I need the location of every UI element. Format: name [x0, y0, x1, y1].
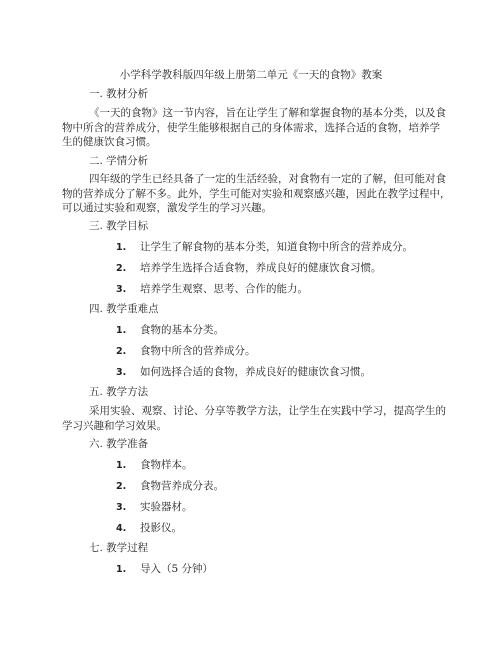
- section-heading-teaching-material-analysis: 一. 教材分析: [89, 88, 149, 100]
- list-item: [116, 261, 382, 276]
- list-item-text: 实验器材。: [140, 501, 193, 513]
- list-item-number: 1.: [116, 242, 127, 253]
- list-item: [116, 282, 308, 297]
- list-item-number: 3.: [116, 502, 127, 513]
- paragraph-line: 学习兴趣和学习效果。: [62, 419, 167, 432]
- list-item-number: 2.: [116, 263, 127, 274]
- paragraph-line: 物的营养成分了解不多。此外，学生可能对实验和观察感兴趣，因此在教学过程中，: [62, 187, 451, 200]
- list-item: [116, 458, 193, 473]
- list-item: [116, 344, 256, 359]
- list-item: [116, 323, 224, 338]
- paragraph-line: 四年级的学生已经具备了一定的生活经验，对食物有一定的了解，但可能对食: [89, 173, 446, 185]
- list-item-number: 2.: [116, 481, 127, 492]
- paragraph-line: 《一天的食物》这一节内容，旨在让学生了解和掌握食物的基本分类，以及食: [89, 107, 446, 119]
- list-item-text: 导入（5 分钟）: [140, 563, 214, 575]
- section-paragraph-teaching-material-analysis: [62, 106, 447, 150]
- section-heading-student-analysis: 二. 学情分析: [89, 155, 149, 167]
- list-item-text: 食物营养成分表。: [140, 480, 224, 492]
- list-item: [116, 479, 224, 494]
- list-item-number: 3.: [116, 284, 127, 295]
- list-item-number: 1.: [116, 460, 127, 471]
- list-item-text: 让学生了解食物的基本分类，知道食物中所含的营养成分。: [140, 241, 413, 253]
- list-item-number: 3.: [116, 367, 127, 378]
- list-item-number: 1.: [116, 564, 127, 575]
- list-item-text: 培养学生观察、思考、合作的能力。: [140, 283, 308, 295]
- section-heading-teaching-process: 七. 教学过程: [89, 542, 149, 554]
- list-item: [116, 365, 371, 380]
- section-heading-teaching-preparation: 六. 教学准备: [89, 438, 149, 450]
- list-item-text: 如何选择合适的食物，养成良好的健康饮食习惯。: [140, 366, 371, 378]
- section-heading-teaching-objectives: 三. 教学目标: [89, 220, 149, 232]
- list-item-text: 食物样本。: [140, 459, 193, 471]
- section-heading-teaching-methods: 五. 教学方法: [89, 386, 149, 398]
- list-item-text: 培养学生选择合适食物，养成良好的健康饮食习惯。: [140, 262, 382, 274]
- list-item: [116, 240, 413, 255]
- list-item: [116, 562, 213, 577]
- paragraph-line: 采用实验、观察、讨论、分享等教学方法，让学生在实践中学习，提高学生的: [89, 405, 446, 417]
- list-item-number: 1.: [116, 325, 127, 336]
- paragraph-line: 物中所含的营养成分，使学生能够根据自己的身体需求，选择合适的食物，培养学: [62, 121, 440, 134]
- list-item-text: 食物中所含的营养成分。: [140, 345, 256, 357]
- list-item: [116, 521, 182, 536]
- paragraph-line: 可以通过实验和观察，激发学生的学习兴趣。: [62, 202, 272, 214]
- document-title: 小学科学教科版四年级上册第二单元《一天的食物》教案: [119, 69, 383, 81]
- paragraph-line: 生的健康饮食习惯。: [62, 136, 157, 148]
- list-item-number: 2.: [116, 346, 127, 357]
- list-item-number: 4.: [116, 523, 127, 534]
- section-heading-key-difficult-points: 四. 教学重难点: [89, 303, 159, 315]
- section-paragraph-student-analysis: [62, 172, 451, 216]
- list-item-text: 食物的基本分类。: [140, 324, 224, 336]
- list-item-text: 投影仪。: [140, 522, 182, 534]
- list-item: [116, 500, 193, 515]
- section-paragraph-teaching-methods: [62, 404, 447, 433]
